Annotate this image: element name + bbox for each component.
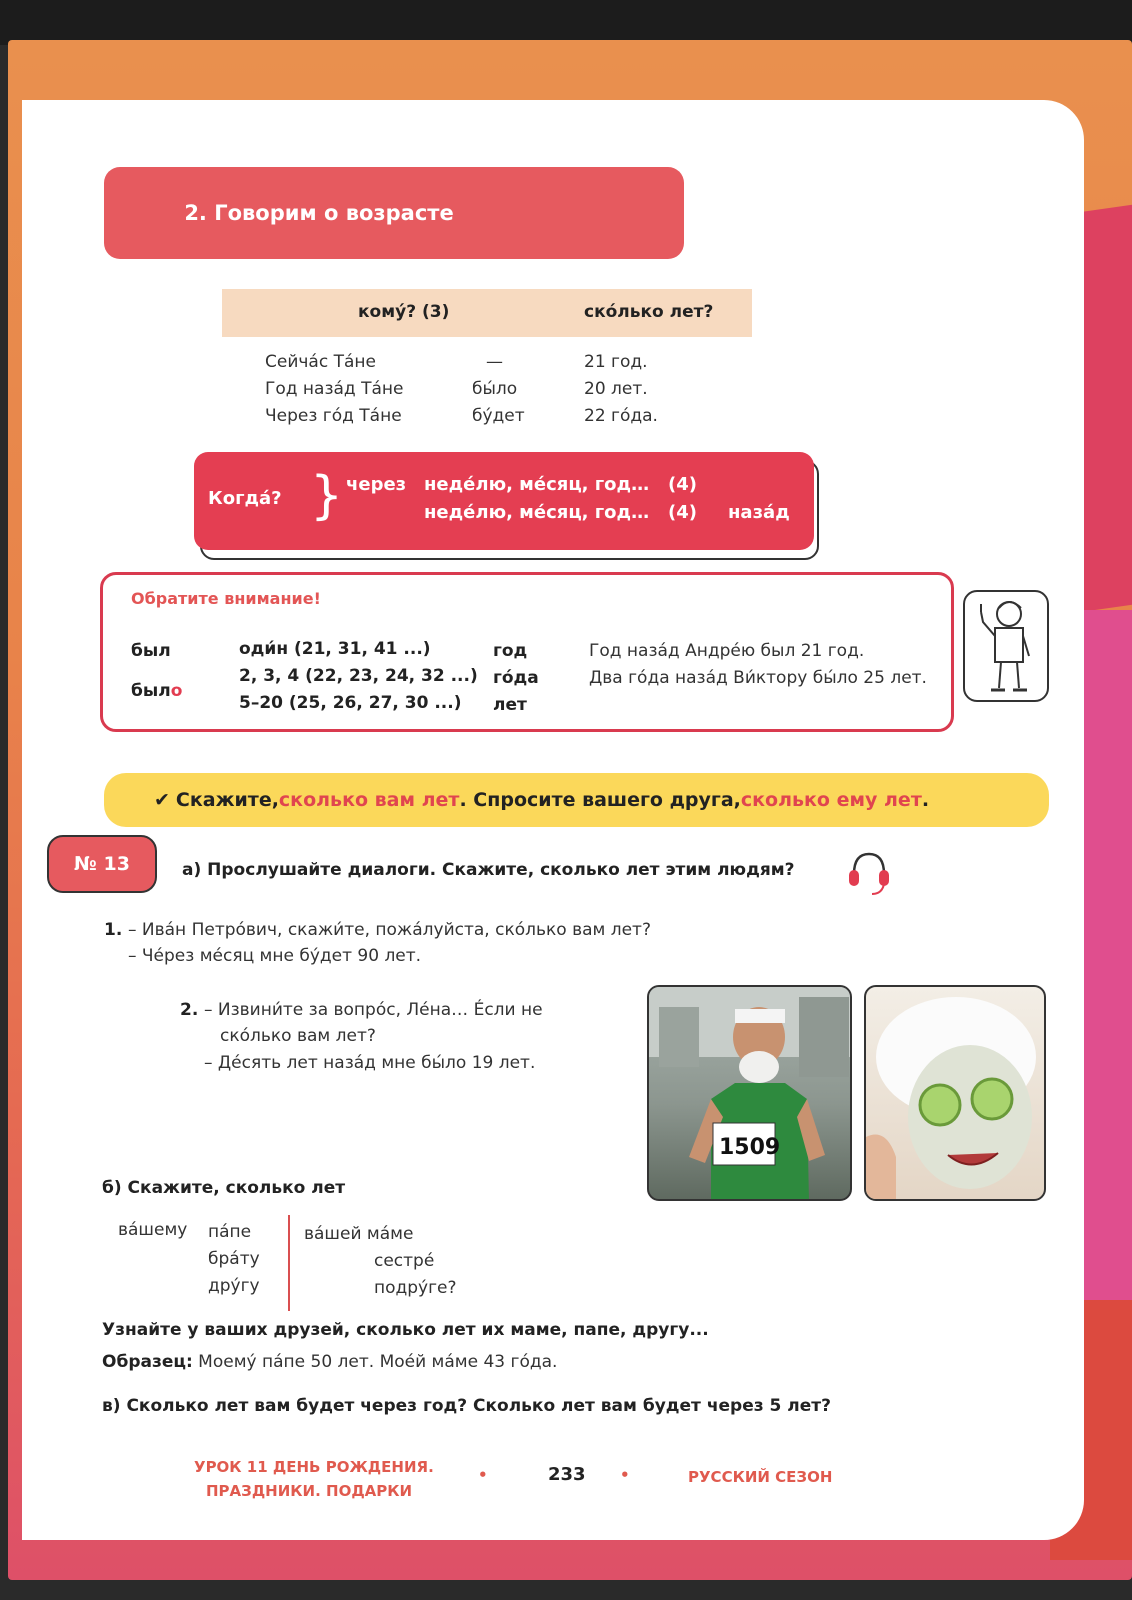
example-1: Год назáд Андрéю был 21 год. (589, 641, 865, 661)
runner-image (649, 987, 852, 1201)
footer-bullet: • (620, 1466, 630, 1484)
table-row-verb: бы́ло (472, 379, 518, 399)
header-skolko: скóлько лет? (584, 302, 714, 322)
table-row-verb: — (486, 352, 503, 372)
verb-bylo-stem: был (131, 681, 171, 701)
word-let: лет (493, 695, 527, 715)
left-col-bratu: брáту (208, 1249, 260, 1269)
ask-friends: Узнайте у ваших друзей, сколько лет их маме, папе, другу... (102, 1320, 709, 1340)
dialogue-2-number: 2. (180, 1000, 199, 1020)
dialogue-2-line-2: скóлько вам лет? (220, 1026, 376, 1046)
dialogue-1-line-2: – Чéрез мéсяц мне бýдет 90 лет. (128, 946, 422, 966)
left-col-vashemu: вáшему (118, 1220, 188, 1240)
say-part-5: . (921, 789, 930, 811)
left-col-drugu: дрýгу (208, 1276, 260, 1296)
section-title-banner (104, 167, 684, 259)
say-part-3: . Спросите вашего друга, (459, 789, 741, 811)
page-number: 233 (548, 1464, 586, 1485)
boy-illustration-frame (963, 590, 1049, 702)
right-col-vashei-mame: вáшей мáме (304, 1224, 414, 1244)
attention-box (100, 572, 954, 732)
task-a: а) Прослушайте диалоги. Скажите, сколько лет этим людям? (182, 860, 795, 880)
kogda-box (194, 452, 814, 550)
kogda-line2-case: (4) (668, 502, 697, 523)
verb-bylo-ending: о (170, 681, 183, 701)
check-icon: ✔ (154, 789, 170, 811)
kogda-line2-text: недéлю, мéсяц, год… (424, 502, 650, 523)
footer-lesson-line-1: УРОК 11 ДЕНЬ РОЖДЕНИЯ. (194, 1458, 434, 1476)
column-divider (288, 1215, 290, 1311)
task-b: б) Скажите, сколько лет (102, 1178, 346, 1198)
right-col-podruge: подрýге? (374, 1278, 457, 1298)
number-group-five-twenty: 5–20 (25, 26, 27, 30 ...) (239, 693, 462, 713)
kogda-prep-cherez: через (346, 474, 407, 495)
dialogue-2-line-1: – Извини́те за вопрóс, Лéна… Éсли не (204, 1000, 543, 1020)
footer-bullet: • (478, 1466, 488, 1484)
headphones-icon (846, 848, 892, 898)
brace-glyph: } (310, 466, 344, 526)
exercise-number-badge (47, 835, 157, 893)
say-part-4: сколько ему лет (740, 789, 922, 811)
photo-woman-mask (864, 985, 1046, 1201)
exercise-number: № 13 (74, 853, 130, 875)
word-god: год (493, 641, 528, 661)
right-col-sestre: сестрé (374, 1251, 435, 1271)
pointing-boy-icon (965, 592, 1047, 700)
sample-text: Моемý пáпе 50 лет. Моéй мáме 43 гóда. (192, 1352, 558, 1372)
sample-label: Образец: (102, 1352, 193, 1372)
number-group-one: оди́н (21, 31, 41 ...) (239, 639, 431, 659)
dialogue-1-line-1: – Ивáн Петрóвич, скажи́те, пожáлуйста, скóлько вам лет? (128, 920, 651, 940)
scanner-top-band (0, 0, 1132, 45)
dialogue-1-number: 1. (104, 920, 123, 940)
table-row-age: 21 год. (584, 352, 648, 372)
footer-book-title: РУССКИЙ СЕЗОН (688, 1468, 833, 1486)
verb-bylo (131, 681, 182, 701)
table-row-age: 20 лет. (584, 379, 648, 399)
say-part-1: Скажите, (175, 789, 279, 811)
table-row-subject: Сейчáс Тáне (265, 352, 376, 372)
table-row-verb: бýдет (472, 406, 525, 426)
kogda-post-nazad: назáд (728, 502, 790, 523)
photo-old-runner (647, 985, 852, 1201)
section-title: 2. Говорим о возрасте (184, 201, 454, 225)
table-row-subject: Год назáд Тáне (265, 379, 404, 399)
sample-line (102, 1352, 557, 1372)
bib-number: 1509 (719, 1135, 781, 1160)
footer-lesson-line-2: ПРАЗДНИКИ. ПОДАРКИ (206, 1482, 413, 1500)
table-row-age: 22 гóда. (584, 406, 658, 426)
task-c: в) Сколько лет вам будет через год? Сколько лет вам будет через 5 лет? (102, 1396, 831, 1416)
say-part-2: сколько вам лет (278, 789, 460, 811)
example-2: Два гóда назáд Ви́ктору бы́ло 25 лет. (589, 668, 927, 688)
left-col-pape: пáпе (208, 1222, 252, 1242)
word-goda: гóда (493, 668, 539, 688)
dialogue-2-line-3: – Дéсять лет назáд мне бы́ло 19 лет. (204, 1053, 536, 1073)
kogda-line1-text: недéлю, мéсяц, год… (424, 474, 650, 495)
table-row-subject: Через гóд Тáне (265, 406, 402, 426)
kogda-label: Когдá? (208, 488, 282, 509)
kogda-line1-case: (4) (668, 474, 697, 495)
number-group-two-four: 2, 3, 4 (22, 23, 24, 32 ...) (239, 666, 478, 686)
verb-byl: был (131, 641, 171, 661)
face-mask-image (866, 987, 1046, 1201)
header-komu: комý? (3) (358, 302, 450, 322)
say-age-instruction (104, 773, 1049, 827)
attention-title: Обратите внимание! (131, 589, 321, 608)
